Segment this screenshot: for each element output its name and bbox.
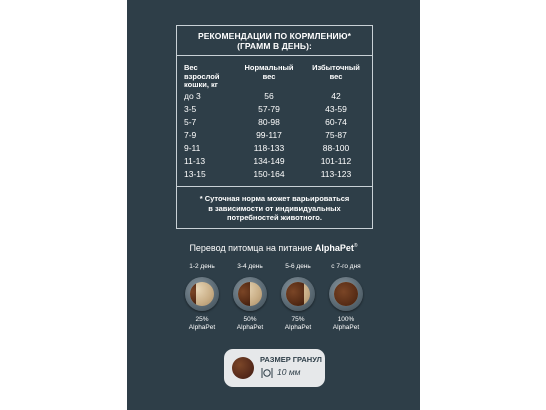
stage-label: 1-2 день <box>189 263 215 270</box>
cell-overweight: 42 <box>331 91 341 101</box>
registered-mark: ® <box>353 243 358 249</box>
cell-weight: 13-15 <box>184 169 206 179</box>
column-header-weight-line2: взрослой <box>184 71 220 81</box>
stage-label: 5-6 день <box>285 263 311 270</box>
cell-weight: до 3 <box>184 91 201 101</box>
food-bowl-icon <box>233 277 267 311</box>
cell-normal: 118-133 <box>253 143 285 153</box>
transition-title-brand: AlphaPet <box>314 243 354 253</box>
footnote <box>181 194 368 223</box>
cell-weight: 7-9 <box>184 130 197 140</box>
stage-percent: 100% <box>337 316 355 323</box>
stage-label: с 7-го дня <box>331 263 361 270</box>
column-header-overweight-line2: вес <box>329 71 343 81</box>
table-row <box>177 155 372 168</box>
column-header-weight-line3: кошки, кг <box>184 80 218 89</box>
cell-overweight: 75-87 <box>325 130 347 140</box>
footnote-line3: потребностей животного. <box>227 213 322 222</box>
footnote-line1: * Суточная норма может варьироваться <box>199 194 350 203</box>
kibble-mix <box>190 282 214 306</box>
table-row <box>177 116 372 129</box>
kibble-mix <box>334 282 358 306</box>
food-bowl-icon <box>185 277 219 311</box>
cell-weight: 5-7 <box>184 117 197 127</box>
table-row <box>177 129 372 142</box>
granule-size-badge <box>224 349 325 387</box>
footnote-line2: в зависимости от индивидуальных <box>208 203 341 213</box>
table-row <box>177 103 372 116</box>
cell-overweight: 43-59 <box>325 104 347 114</box>
stage-percent: 25% <box>195 316 209 323</box>
table-title-line2: (ГРАММ В ДЕНЬ): <box>237 41 312 51</box>
stage-label: 3-4 день <box>237 263 263 270</box>
alphapet-food <box>238 282 250 306</box>
column-header-normal <box>238 64 300 81</box>
transition-title-text: Перевод питомца на питание <box>189 243 315 253</box>
kibble-mix <box>286 282 310 306</box>
kibble-mix <box>238 282 262 306</box>
column-header-weight-line1: Вес <box>184 63 198 72</box>
stage-brand: AlphaPet <box>188 323 216 331</box>
column-header-overweight <box>302 64 370 81</box>
transition-title <box>127 240 420 254</box>
column-header-weight <box>184 64 232 90</box>
cell-weight: 11-13 <box>184 156 206 166</box>
column-header-normal-line1: Нормальный <box>244 63 294 72</box>
stage-percent: 50% <box>243 316 257 323</box>
food-bowl-icon <box>329 277 363 311</box>
stage-brand: AlphaPet <box>236 323 264 331</box>
alphapet-food <box>334 282 358 306</box>
column-header-normal-line2: вес <box>262 71 276 81</box>
granule-label: РАЗМЕР ГРАНУЛ <box>260 355 322 364</box>
kibble-icon <box>232 357 254 379</box>
cell-normal: 56 <box>264 91 274 101</box>
cell-overweight: 101-112 <box>320 156 352 166</box>
cell-weight: 3-5 <box>184 104 197 114</box>
table-row <box>177 142 372 155</box>
cell-normal: 134-149 <box>253 156 285 166</box>
divider <box>177 186 372 187</box>
food-bowl-icon <box>281 277 315 311</box>
cell-weight: 9-11 <box>184 143 201 153</box>
cell-overweight: 88-100 <box>322 143 350 153</box>
granule-size-value: 10 мм <box>277 367 301 377</box>
cell-normal: 150-164 <box>253 169 285 179</box>
cell-normal: 57-79 <box>258 104 280 114</box>
cell-normal: 80-98 <box>258 117 280 127</box>
stage-brand: AlphaPet <box>284 323 312 331</box>
feeding-table <box>176 25 373 229</box>
alphapet-food <box>286 282 304 306</box>
alphapet-food <box>190 282 196 306</box>
cell-overweight: 113-123 <box>320 169 352 179</box>
diameter-icon <box>261 368 273 378</box>
feeding-panel <box>127 0 420 410</box>
table-title <box>177 31 372 51</box>
transition-stage <box>275 262 321 331</box>
transition-stage <box>179 262 225 331</box>
column-header-overweight-line1: Избыточный <box>312 63 360 72</box>
table-row <box>177 90 372 103</box>
transition-stage <box>227 262 273 331</box>
transition-stage <box>323 262 369 331</box>
divider <box>177 55 372 56</box>
cell-overweight: 60-74 <box>325 117 347 127</box>
stage-brand: AlphaPet <box>332 323 360 331</box>
stage-percent: 75% <box>291 316 305 323</box>
table-title-line1: РЕКОМЕНДАЦИИ ПО КОРМЛЕНИЮ* <box>197 31 352 41</box>
cell-normal: 99-117 <box>256 130 282 140</box>
table-row <box>177 168 372 181</box>
